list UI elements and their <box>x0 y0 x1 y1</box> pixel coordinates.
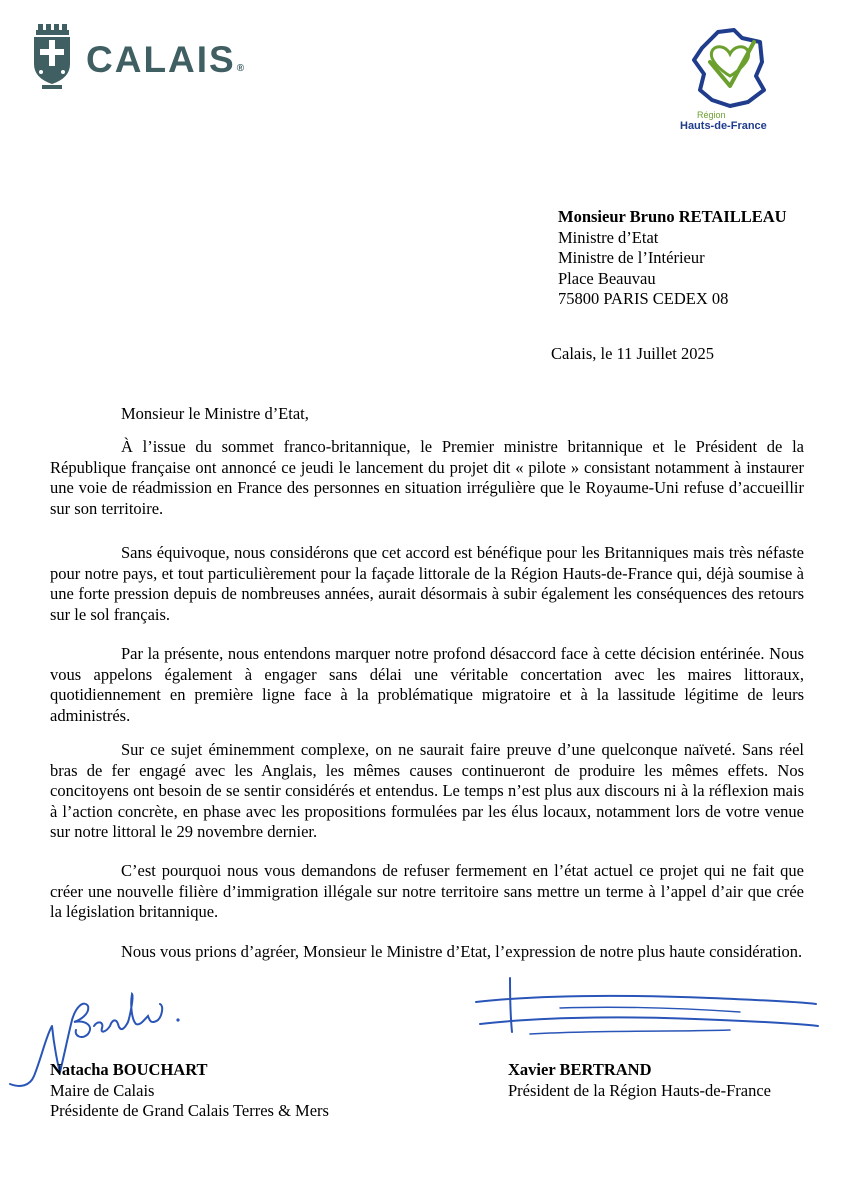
body-paragraph: Sur ce sujet éminemment complexe, on ne saurait faire preuve d’une quelconque naïveté. Sans réel bras de fer engagé avec les Anglais, les mêmes causes continueront de produire les mêmes effets. Nos concitoyens ont besoin de se sentir considérés et entendus. Le temps n’est plus aux discours ni à la réflexion mais à l’action concrète, en phase avec les propositions formulées par les élus locaux, notamment lors de votre venue sur notre littoral le 29 novembre dernier. <box>50 740 804 841</box>
signatory-left-name: Natacha BOUCHART <box>50 1060 208 1079</box>
salutation: Monsieur le Ministre d’Etat, <box>121 404 309 423</box>
region-label-small: Région <box>697 110 726 120</box>
region-hauts-de-france-logo <box>690 28 770 110</box>
signatory-left-title: Maire de Calais <box>50 1080 155 1100</box>
signatory-right-title: Président de la Région Hauts-de-France <box>508 1080 772 1100</box>
letter-date: Calais, le 11 Juillet 2025 <box>551 344 714 363</box>
calais-wordmark: CALAIS® <box>86 39 247 80</box>
closing-paragraph: Nous vous prions d’agréer, Monsieur le Ministre d’Etat, l’expression de notre plus haute considération. <box>121 942 803 961</box>
body-paragraph: Sans équivoque, nous considérons que cet accord est bénéfique pour les Britanniques mais très néfaste pour notre pays, et tout particulièrement pour la façade littorale de la Région Hauts-de-France qui, déjà soumise à une forte pression depuis de nombreuses années, aurait désormais à subir également les conséquences des retours sur le sol français. <box>50 543 804 624</box>
signatory-right <box>508 1060 771 1101</box>
signatory-left <box>50 1060 329 1122</box>
recipient-address <box>558 207 787 310</box>
signatory-left-title: Présidente de Grand Calais Terres & Mers <box>50 1101 329 1120</box>
signatory-right-name: Xavier BERTRAND <box>508 1060 652 1079</box>
signature-bertrand <box>470 972 820 1052</box>
body-paragraph: Par la présente, nous entendons marquer notre profond désaccord face à cette décision entérinée. Nous vous appelons également à engager sans délai une véritable concertation avec les maires littoraux, quotidiennement en première ligne face à la problématique migratoire et à la lassitude légitime de leurs administrés. <box>50 644 804 725</box>
region-label-name: Hauts-de-France <box>680 120 767 132</box>
body-paragraph: C’est pourquoi nous vous demandons de refuser fermement en l’état actuel ce projet qui ne fait que créer une nouvelle filière d’immigration illégale sur notre territoire sans mettre un terme à l’appel d’air que crée la législation britannique. <box>50 861 804 921</box>
body-paragraph: À l’issue du sommet franco-britannique, le Premier ministre britannique et le Président de la République française ont annoncé ce jeudi le lancement du projet dit « pilote » consistant notamment à instaurer une voie de réadmission en France des personnes en situation irrégulière que le Royaume-Uni refuse d’accueillir sur son territoire. <box>50 437 804 518</box>
calais-crest-logo <box>32 24 72 90</box>
recipient-line: Ministre de l’Intérieur <box>558 248 705 267</box>
recipient-line: 75800 PARIS CEDEX 08 <box>558 289 729 308</box>
recipient-line: Ministre d’Etat <box>558 227 659 247</box>
recipient-name: Monsieur Bruno RETAILLEAU <box>558 207 787 226</box>
recipient-line: Place Beauvau <box>558 268 656 288</box>
registered-mark: ® <box>236 63 247 74</box>
